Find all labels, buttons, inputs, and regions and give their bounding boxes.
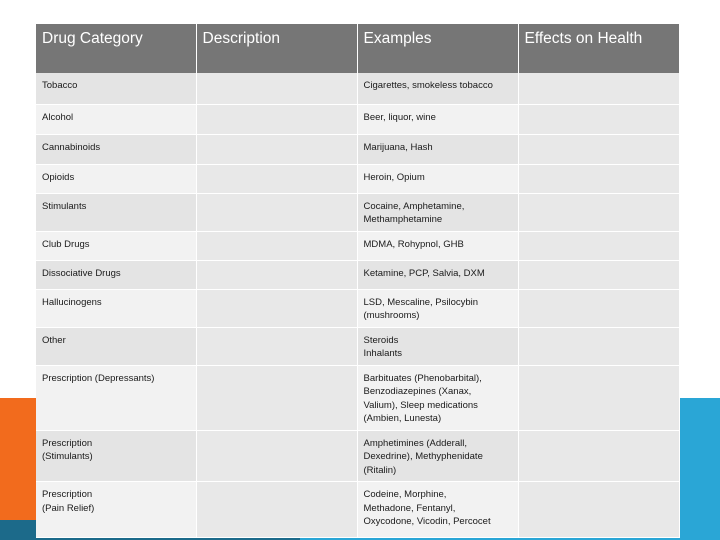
header-effects-on-health: Effects on Health	[518, 24, 679, 73]
table-row	[36, 104, 679, 134]
drug-category-table	[36, 24, 680, 538]
cell-effects	[518, 193, 679, 231]
cell-examples: MDMA, Rohypnol, GHB	[357, 231, 518, 260]
cell-effects	[518, 134, 679, 164]
cell-effects	[518, 430, 679, 482]
cell-effects	[518, 164, 679, 193]
cell-description	[196, 260, 357, 289]
table-row	[36, 289, 679, 327]
cell-description	[196, 482, 357, 538]
cell-description	[196, 134, 357, 164]
cell-effects	[518, 73, 679, 104]
cell-description	[196, 73, 357, 104]
table-row	[36, 134, 679, 164]
cell-examples: Cocaine, Amphetamine, Methamphetamine	[357, 193, 518, 231]
header-drug-category: Drug Category	[36, 24, 196, 73]
table-row	[36, 482, 679, 538]
cell-examples: Ketamine, PCP, Salvia, DXM	[357, 260, 518, 289]
cell-description	[196, 231, 357, 260]
header-description: Description	[196, 24, 357, 73]
cell-examples: Marijuana, Hash	[357, 134, 518, 164]
cell-category: Dissociative Drugs	[36, 260, 196, 289]
cell-examples: Cigarettes, smokeless tobacco	[357, 73, 518, 104]
cell-examples: Amphetimines (Adderall, Dexedrine), Methyphenidate (Ritalin)	[357, 430, 518, 482]
cell-category: Prescription (Depressants)	[36, 365, 196, 430]
table-row	[36, 365, 679, 430]
cell-description	[196, 327, 357, 365]
cell-effects	[518, 260, 679, 289]
cell-category: Prescription (Stimulants)	[36, 430, 196, 482]
table-row	[36, 193, 679, 231]
cell-category: Opioids	[36, 164, 196, 193]
table-row	[36, 231, 679, 260]
cell-examples: LSD, Mescaline, Psilocybin (mushrooms)	[357, 289, 518, 327]
cell-category: Other	[36, 327, 196, 365]
cell-category: Alcohol	[36, 104, 196, 134]
cell-category: Stimulants	[36, 193, 196, 231]
table-row	[36, 164, 679, 193]
cell-effects	[518, 104, 679, 134]
cell-description	[196, 193, 357, 231]
cell-category: Hallucinogens	[36, 289, 196, 327]
cell-description	[196, 430, 357, 482]
header-examples: Examples	[357, 24, 518, 73]
cell-examples: Codeine, Morphine, Methadone, Fentanyl, Oxycodone, Vicodin, Percocet	[357, 482, 518, 538]
cell-examples: Steroids Inhalants	[357, 327, 518, 365]
cell-description	[196, 365, 357, 430]
table-row	[36, 327, 679, 365]
table-header-row	[36, 24, 679, 73]
cell-examples: Barbituates (Phenobarbital), Benzodiazepines (Xanax, Valium), Sleep medications (Ambien, Lunesta)	[357, 365, 518, 430]
cell-examples: Heroin, Opium	[357, 164, 518, 193]
cell-category: Prescription (Pain Relief)	[36, 482, 196, 538]
cell-examples: Beer, liquor, wine	[357, 104, 518, 134]
cell-category: Club Drugs	[36, 231, 196, 260]
cell-description	[196, 104, 357, 134]
cell-effects	[518, 231, 679, 260]
cell-description	[196, 289, 357, 327]
cell-effects	[518, 365, 679, 430]
cell-effects	[518, 482, 679, 538]
cell-category: Tobacco	[36, 73, 196, 104]
cell-effects	[518, 289, 679, 327]
table-row	[36, 73, 679, 104]
table-row	[36, 430, 679, 482]
cell-description	[196, 164, 357, 193]
cell-category: Cannabinoids	[36, 134, 196, 164]
cell-effects	[518, 327, 679, 365]
table-row	[36, 260, 679, 289]
